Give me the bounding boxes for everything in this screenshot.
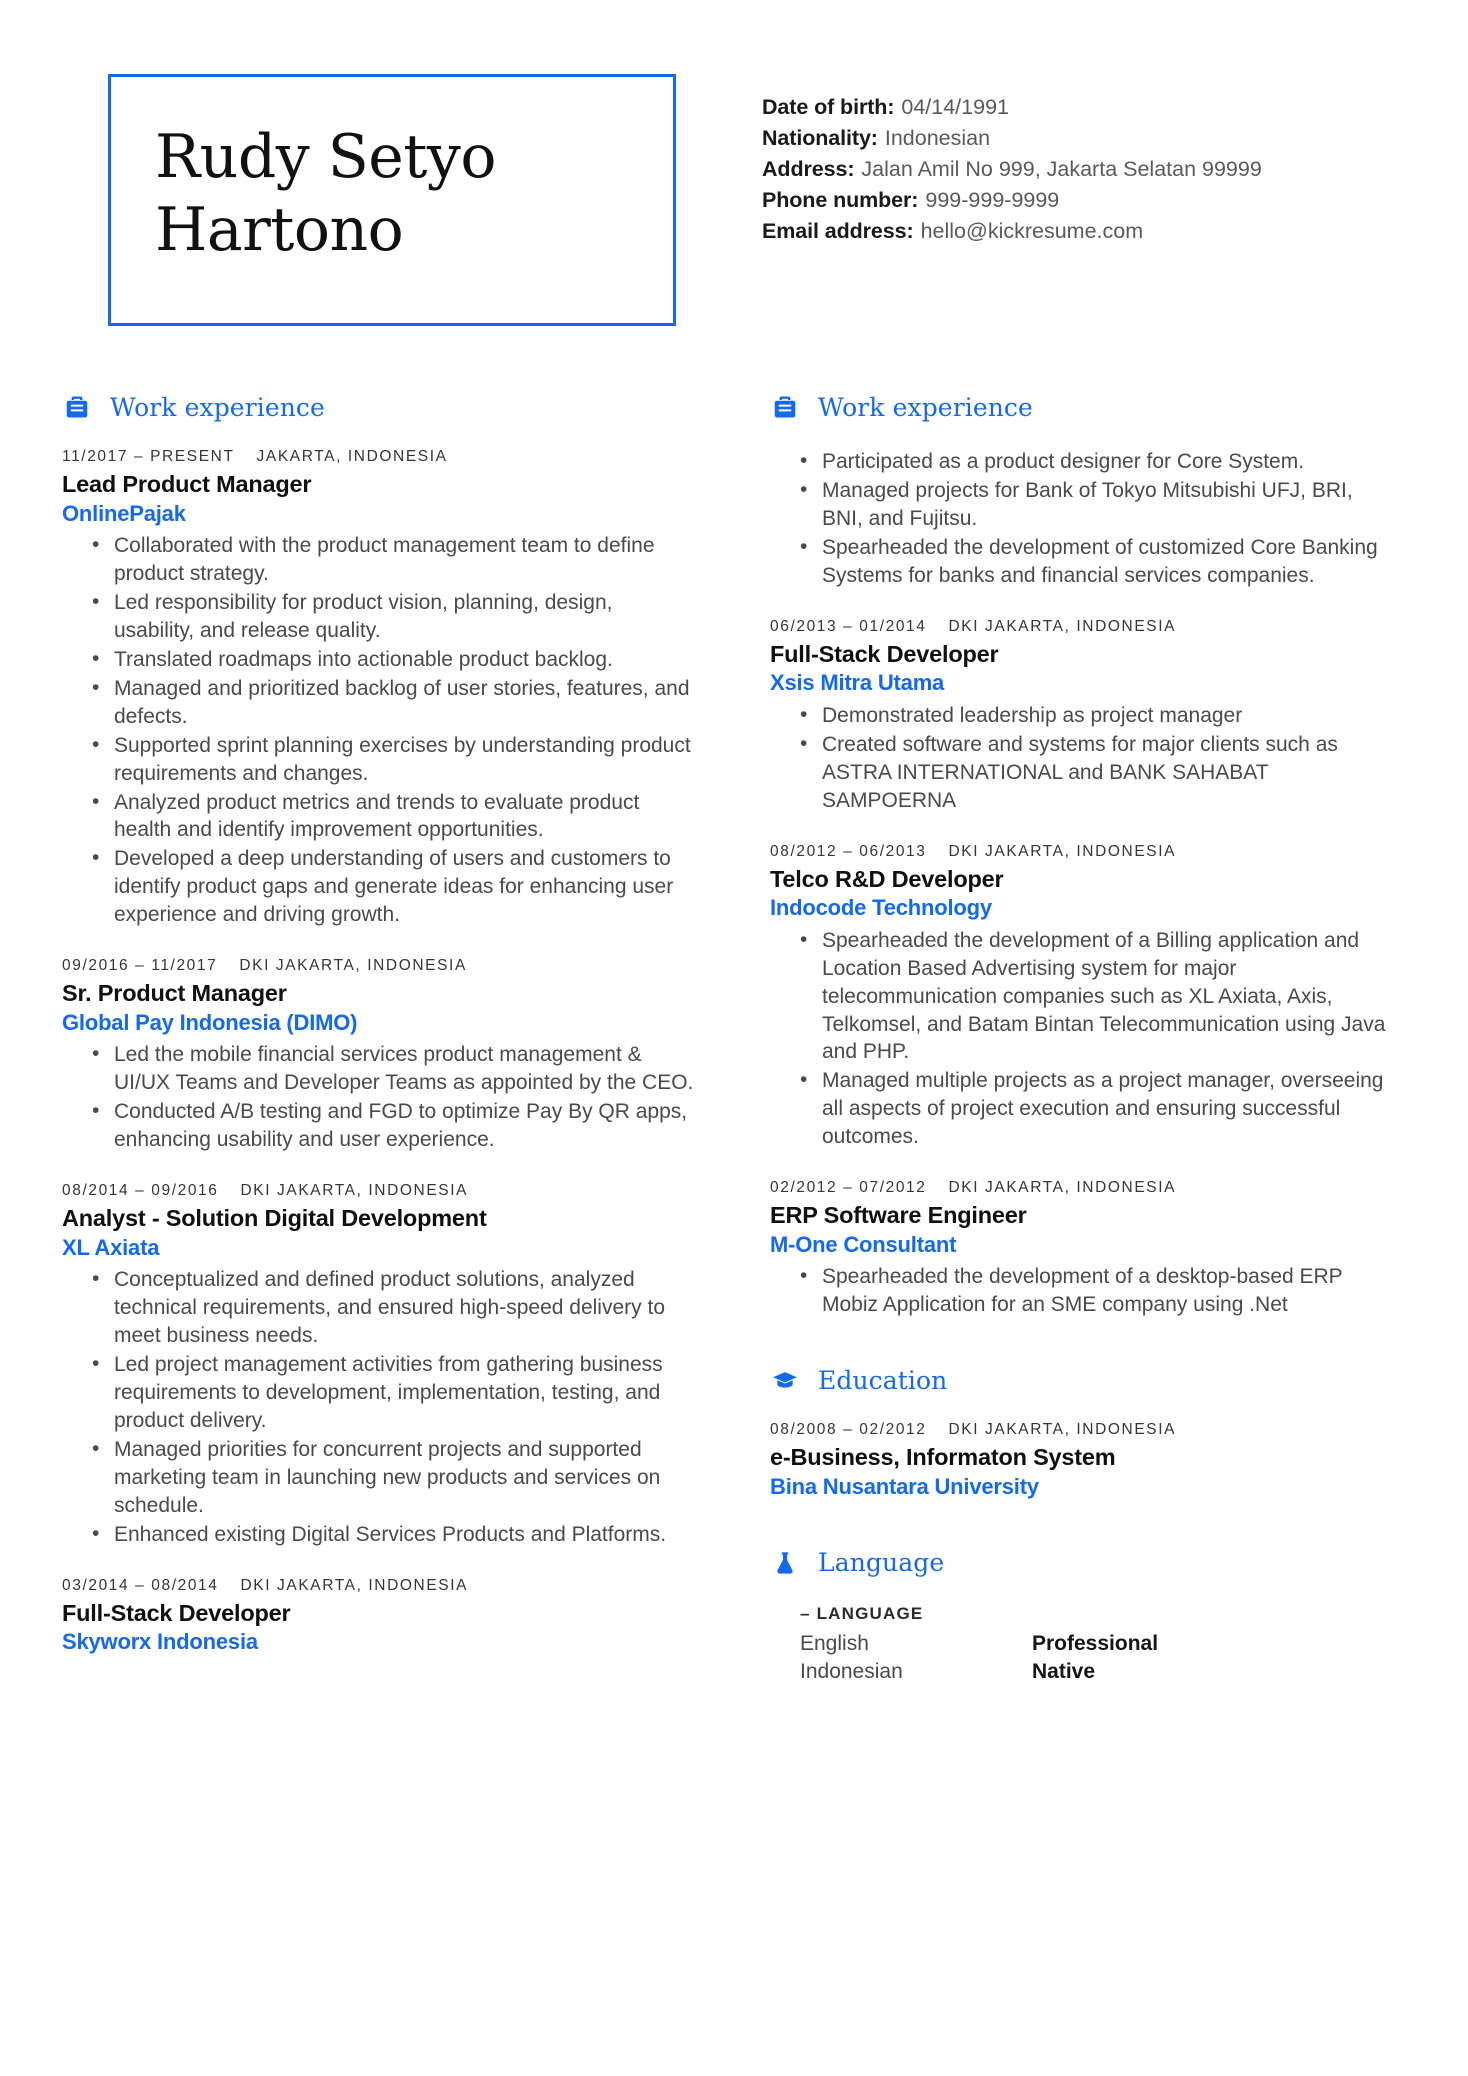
entry-dates: 08/2008 – 02/2012 bbox=[770, 1421, 927, 1439]
education-entry bbox=[770, 1421, 1398, 1501]
list-item: • Conducted A/B testing and FGD to optimize Pay By QR apps, enhancing usability and user experience. bbox=[92, 1098, 694, 1154]
entry-location: DKI JAKARTA, INDONESIA bbox=[240, 1576, 469, 1594]
list-item: • Led responsibility for product vision, planning, design, usability, and release quality. bbox=[92, 589, 694, 645]
work-entry bbox=[62, 1577, 694, 1657]
page-title: Rudy Setyo Hartono bbox=[155, 121, 496, 265]
list-item: • Analyzed product metrics and trends to evaluate product health and identify improvement opportunities. bbox=[92, 789, 694, 845]
entry-dates: 08/2012 – 06/2013 bbox=[770, 842, 927, 860]
contact-value: Indonesian bbox=[884, 125, 991, 150]
entry-meta bbox=[770, 843, 1398, 861]
entry-company: XL Axiata bbox=[62, 1234, 160, 1260]
entry-title: Telco R&D Developer bbox=[770, 865, 1004, 892]
entry-bullets bbox=[770, 927, 1398, 1151]
entry-company: Indocode Technology bbox=[770, 895, 992, 921]
entry-title: e-Business, Informaton System bbox=[770, 1444, 1116, 1471]
briefcase-icon bbox=[770, 392, 800, 422]
entry-title: Sr. Product Manager bbox=[62, 980, 287, 1007]
contact-value: 04/14/1991 bbox=[901, 95, 1009, 119]
entry-meta bbox=[62, 1577, 694, 1595]
entry-company: OnlinePajak bbox=[62, 500, 186, 526]
list-item: • Conceptualized and defined product solutions, analyzed technical requirements, and ensured high-speed delivery to meet business needs. bbox=[92, 1266, 694, 1350]
entry-dates: 11/2017 – PRESENT bbox=[62, 448, 235, 465]
entry-title: ERP Software Engineer bbox=[770, 1202, 1027, 1229]
entry-meta bbox=[62, 1182, 694, 1200]
entry-title: Lead Product Manager bbox=[62, 471, 312, 497]
entry-title: Analyst - Solution Digital Development bbox=[62, 1205, 487, 1232]
entry-location: DKI JAKARTA, INDONESIA bbox=[240, 1182, 469, 1200]
work-entry bbox=[62, 1182, 694, 1548]
list-item: • Spearheaded the development of a desktop-based ERP Mobiz Application for an SME company using .Net bbox=[800, 1263, 1398, 1319]
contact-value: 999-999-9999 bbox=[925, 187, 1060, 212]
contact-row-phone bbox=[762, 185, 1262, 216]
entry-meta bbox=[770, 618, 1398, 636]
entry-bullets bbox=[770, 448, 1398, 590]
entry-dates: 06/2013 – 01/2014 bbox=[770, 617, 927, 635]
contact-label: Phone number: bbox=[762, 187, 919, 212]
contact-label: Address: bbox=[762, 156, 855, 181]
list-item: • Managed and prioritized backlog of user stories, features, and defects. bbox=[92, 675, 694, 731]
work-entry bbox=[770, 843, 1398, 1152]
entry-company: Xsis Mitra Utama bbox=[770, 670, 945, 696]
list-item: • Participated as a product designer for Core System. bbox=[800, 448, 1398, 476]
section-header-language bbox=[770, 1548, 1398, 1578]
contact-label: Nationality: bbox=[762, 125, 878, 150]
list-item: • Led project management activities from gathering business requirements to development, implementation, testing, and product delivery. bbox=[92, 1351, 694, 1435]
contact-value: Jalan Amil No 999, Jakarta Selatan 99999 bbox=[861, 156, 1262, 181]
entry-meta bbox=[62, 448, 694, 466]
list-item: • Managed priorities for concurrent projects and supported marketing team in launching new products and services on schedule. bbox=[92, 1436, 694, 1520]
language-row bbox=[800, 1630, 1398, 1658]
list-item: • Enhanced existing Digital Services Products and Platforms. bbox=[92, 1521, 694, 1549]
language-block bbox=[800, 1604, 1398, 1687]
entry-company: Bina Nusantara University bbox=[770, 1473, 1039, 1499]
entry-title: Full-Stack Developer bbox=[62, 1599, 291, 1626]
work-entry bbox=[62, 448, 694, 929]
list-item: • Demonstrated leadership as project manager bbox=[800, 702, 1398, 730]
entry-location: DKI JAKARTA, INDONESIA bbox=[239, 957, 467, 975]
flask-icon bbox=[770, 1548, 800, 1578]
entry-location: DKI JAKARTA, INDONESIA bbox=[948, 1421, 1177, 1439]
language-name: English bbox=[800, 1631, 869, 1655]
section-header-work-experience-left bbox=[62, 392, 694, 422]
contact-row-dob bbox=[762, 92, 1262, 123]
section-title: Language bbox=[818, 1548, 945, 1578]
list-item: • Spearheaded the development of customized Core Banking Systems for banks and financial services companies. bbox=[800, 534, 1398, 590]
language-level: Native bbox=[1032, 1659, 1096, 1683]
entry-meta bbox=[770, 1179, 1398, 1197]
entry-bullets bbox=[62, 1041, 694, 1154]
entry-dates: 09/2016 – 11/2017 bbox=[62, 957, 218, 975]
graduation-cap-icon bbox=[770, 1365, 800, 1395]
section-title: Work experience bbox=[818, 392, 1033, 422]
entry-bullets bbox=[62, 1266, 694, 1548]
briefcase-icon bbox=[62, 392, 92, 422]
resume-body bbox=[0, 392, 1468, 1686]
contact-row-email bbox=[762, 216, 1262, 247]
list-item: • Created software and systems for major clients such as ASTRA INTERNATIONAL and BANK SAHABAT SAMPOERNA bbox=[800, 731, 1398, 815]
entry-dates: 03/2014 – 08/2014 bbox=[62, 1576, 219, 1594]
contact-value[interactable]: hello@kickresume.com bbox=[920, 218, 1144, 243]
contact-label: Date of birth: bbox=[762, 95, 895, 119]
contact-row-nationality bbox=[762, 123, 1262, 154]
section-title: Work experience bbox=[110, 392, 325, 422]
language-name: Indonesian bbox=[800, 1659, 903, 1683]
work-entry bbox=[770, 1179, 1398, 1319]
section-header-education bbox=[770, 1365, 1398, 1395]
language-level: Professional bbox=[1032, 1631, 1159, 1655]
entry-location: DKI JAKARTA, INDONESIA bbox=[948, 842, 1177, 860]
entry-bullets bbox=[62, 532, 694, 929]
entry-company: Global Pay Indonesia (DIMO) bbox=[62, 1009, 358, 1035]
list-item: • Spearheaded the development of a Billing application and Location Based Advertising system for major telecommunication companies such as XL Axiata, Axis, Telkomsel, and Batam Bintan Telecommunication using Java and PHP. bbox=[800, 927, 1398, 1067]
resume-header bbox=[0, 0, 1468, 326]
list-item: • Led the mobile financial services product management & UI/UX Teams and Developer Teams as appointed by the CEO. bbox=[92, 1041, 694, 1097]
work-entry-continued bbox=[770, 448, 1398, 590]
entry-meta bbox=[62, 957, 694, 975]
entry-bullets bbox=[770, 702, 1398, 815]
list-item: • Supported sprint planning exercises by understanding product requirements and changes. bbox=[92, 732, 694, 788]
work-entry bbox=[62, 957, 694, 1154]
list-item: • Managed multiple projects as a project manager, overseeing all aspects of project execution and ensuring successful outcomes. bbox=[800, 1067, 1398, 1151]
entry-company: Skyworx Indonesia bbox=[62, 1629, 258, 1655]
language-group-label: – LANGUAGE bbox=[800, 1603, 924, 1623]
entry-company: M-One Consultant bbox=[770, 1231, 957, 1257]
contact-row-address bbox=[762, 154, 1262, 185]
list-item: • Managed projects for Bank of Tokyo Mitsubishi UFJ, BRI, BNI, and Fujitsu. bbox=[800, 477, 1398, 533]
language-row bbox=[800, 1658, 1398, 1686]
list-item: • Developed a deep understanding of users and customers to identify product gaps and generate ideas for enhancing user experience and driving growth. bbox=[92, 845, 694, 929]
contact-details bbox=[762, 74, 1262, 247]
entry-dates: 02/2012 – 07/2012 bbox=[770, 1179, 927, 1197]
entry-bullets bbox=[770, 1263, 1398, 1319]
entry-location: JAKARTA, INDONESIA bbox=[256, 448, 448, 465]
entry-dates: 08/2014 – 09/2016 bbox=[62, 1182, 219, 1200]
entry-location: DKI JAKARTA, INDONESIA bbox=[948, 1179, 1177, 1197]
list-item: • Collaborated with the product management team to define product strategy. bbox=[92, 532, 694, 588]
work-entry bbox=[770, 618, 1398, 815]
entry-meta bbox=[770, 1421, 1398, 1439]
entry-title: Full-Stack Developer bbox=[770, 640, 999, 667]
list-item: • Translated roadmaps into actionable product backlog. bbox=[92, 646, 694, 674]
left-column bbox=[62, 392, 730, 1686]
contact-label: Email address: bbox=[762, 218, 914, 243]
entry-location: DKI JAKARTA, INDONESIA bbox=[948, 617, 1177, 635]
right-column bbox=[730, 392, 1398, 1686]
name-box bbox=[108, 74, 676, 326]
section-header-work-experience-right bbox=[770, 392, 1398, 422]
section-title: Education bbox=[818, 1365, 948, 1395]
